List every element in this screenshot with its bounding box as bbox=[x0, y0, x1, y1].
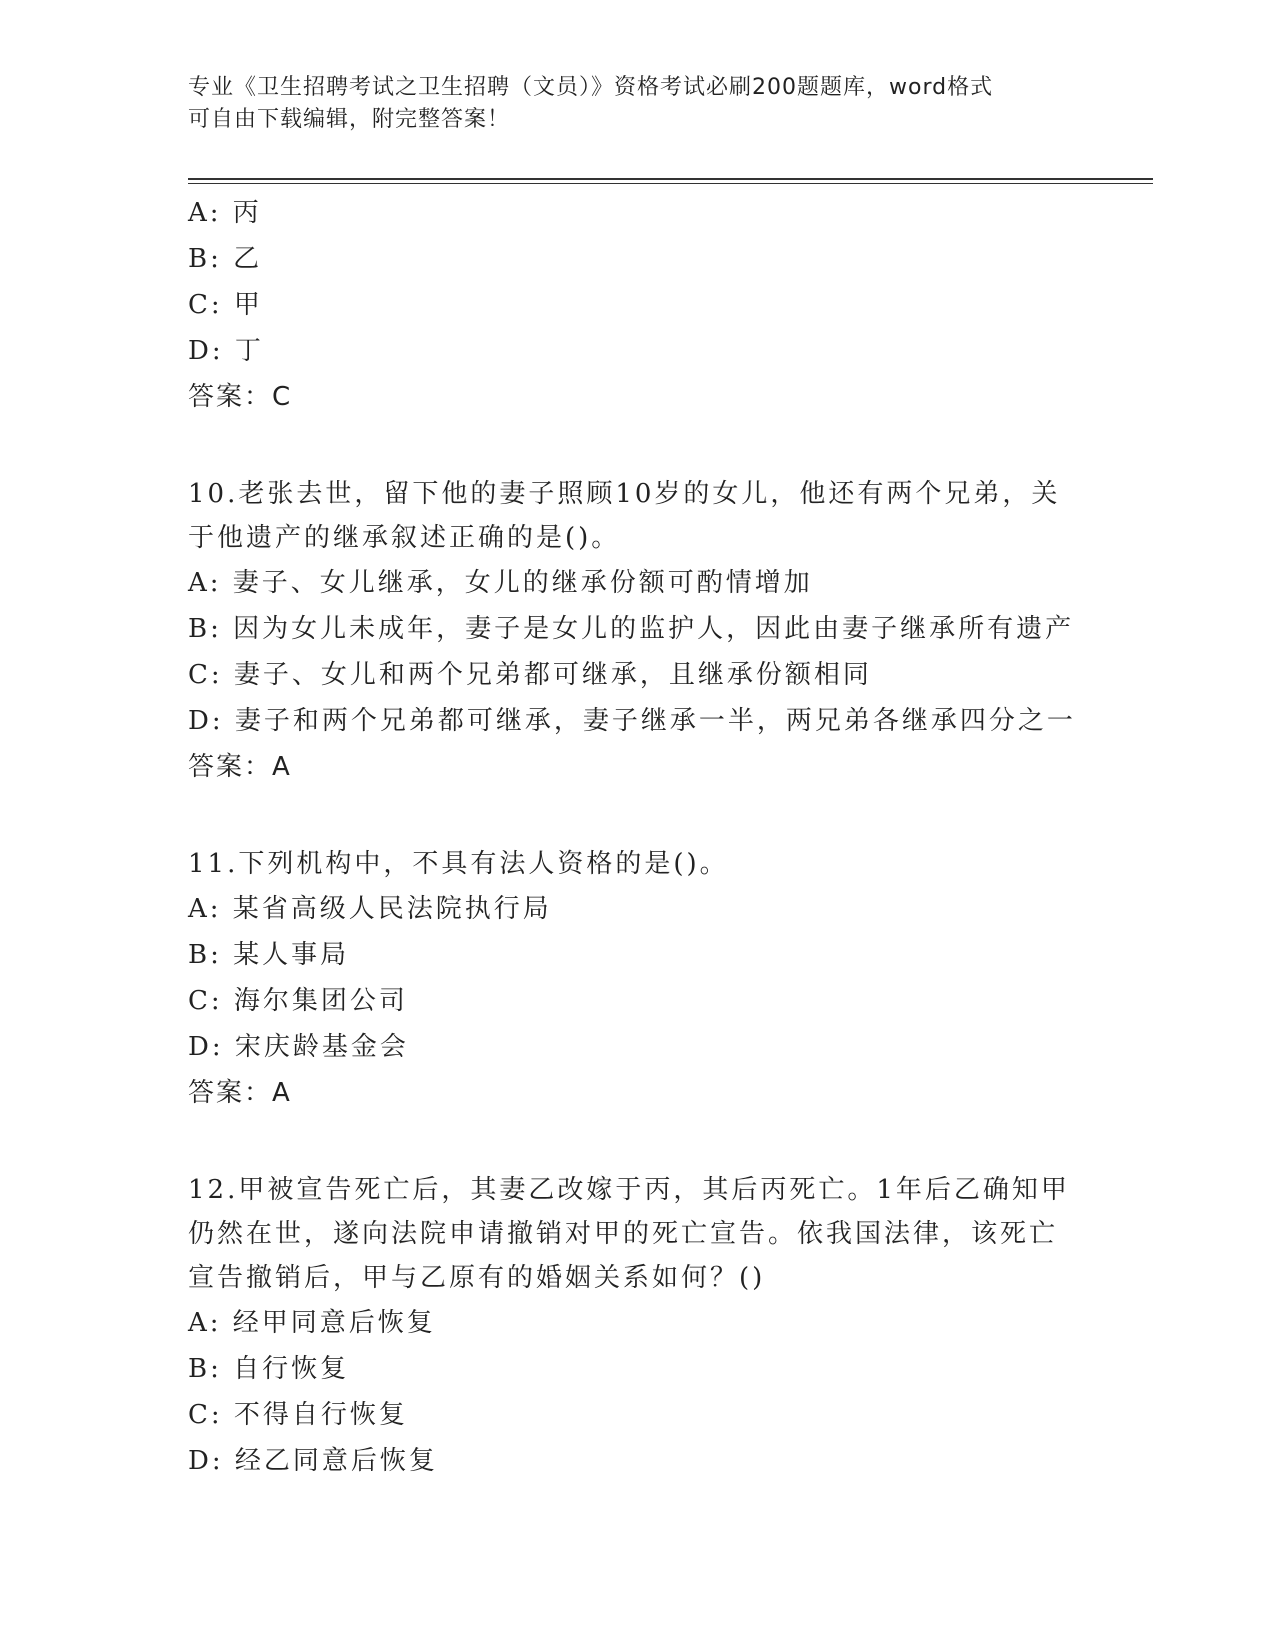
option-a: A: 丙 bbox=[188, 198, 262, 228]
spacer bbox=[188, 1116, 1128, 1168]
answer-line: 答案：A bbox=[188, 1078, 292, 1108]
question-9 bbox=[188, 190, 1128, 420]
question-stem: 宣告撤销后，甲与乙原有的婚姻关系如何？() bbox=[188, 1263, 766, 1293]
option-c: C: 甲 bbox=[188, 290, 263, 320]
question-12 bbox=[188, 1168, 1128, 1484]
option-a: A: 妻子、女儿继承，女儿的继承份额可酌情增加 bbox=[188, 568, 813, 598]
question-stem: 12.甲被宣告死亡后，其妻乙改嫁于丙，其后丙死亡。1年后乙确知甲 bbox=[188, 1175, 1070, 1205]
spacer bbox=[188, 790, 1128, 842]
answer-line: 答案：A bbox=[188, 752, 292, 782]
option-d: D: 宋庆龄基金会 bbox=[188, 1032, 409, 1062]
option-b: B: 自行恢复 bbox=[188, 1354, 350, 1384]
question-10 bbox=[188, 472, 1128, 790]
header-divider bbox=[188, 178, 1153, 180]
option-c: C: 海尔集团公司 bbox=[188, 986, 408, 1016]
answer-line: 答案：C bbox=[188, 382, 293, 412]
option-b: B: 因为女儿未成年，妻子是女儿的监护人，因此由妻子继承所有遗产 bbox=[188, 614, 1075, 644]
option-c: C: 妻子、女儿和两个兄弟都可继承，且继承份额相同 bbox=[188, 660, 872, 690]
option-a: A: 某省高级人民法院执行局 bbox=[188, 894, 552, 924]
question-stem: 于他遗产的继承叙述正确的是()。 bbox=[188, 523, 621, 553]
question-stem: 仍然在世，遂向法院申请撤销对甲的死亡宣告。依我国法律，该死亡 bbox=[188, 1219, 1059, 1249]
option-d: D: 经乙同意后恢复 bbox=[188, 1446, 438, 1476]
option-b: B: 某人事局 bbox=[188, 940, 350, 970]
option-d: D: 丁 bbox=[188, 336, 264, 366]
option-d: D: 妻子和两个兄弟都可继承，妻子继承一半，两兄弟各继承四分之一 bbox=[188, 706, 1076, 736]
question-11 bbox=[188, 842, 1128, 1116]
header-line-1: 专业《卫生招聘考试之卫生招聘（文员）》资格考试必刷200题题库，word格式 bbox=[188, 75, 994, 100]
option-b: B: 乙 bbox=[188, 244, 263, 274]
option-c: C: 不得自行恢复 bbox=[188, 1400, 408, 1430]
question-stem: 10.老张去世，留下他的妻子照顾10岁的女儿，他还有两个兄弟，关 bbox=[188, 479, 1061, 509]
spacer bbox=[188, 420, 1128, 472]
option-a: A: 经甲同意后恢复 bbox=[188, 1308, 436, 1338]
document-header bbox=[188, 72, 1088, 136]
header-line-2: 可自由下载编辑，附完整答案！ bbox=[188, 107, 511, 132]
question-stem: 11.下列机构中，不具有法人资格的是()。 bbox=[188, 849, 729, 879]
header-divider-thin bbox=[188, 183, 1153, 184]
question-content bbox=[188, 190, 1128, 1484]
